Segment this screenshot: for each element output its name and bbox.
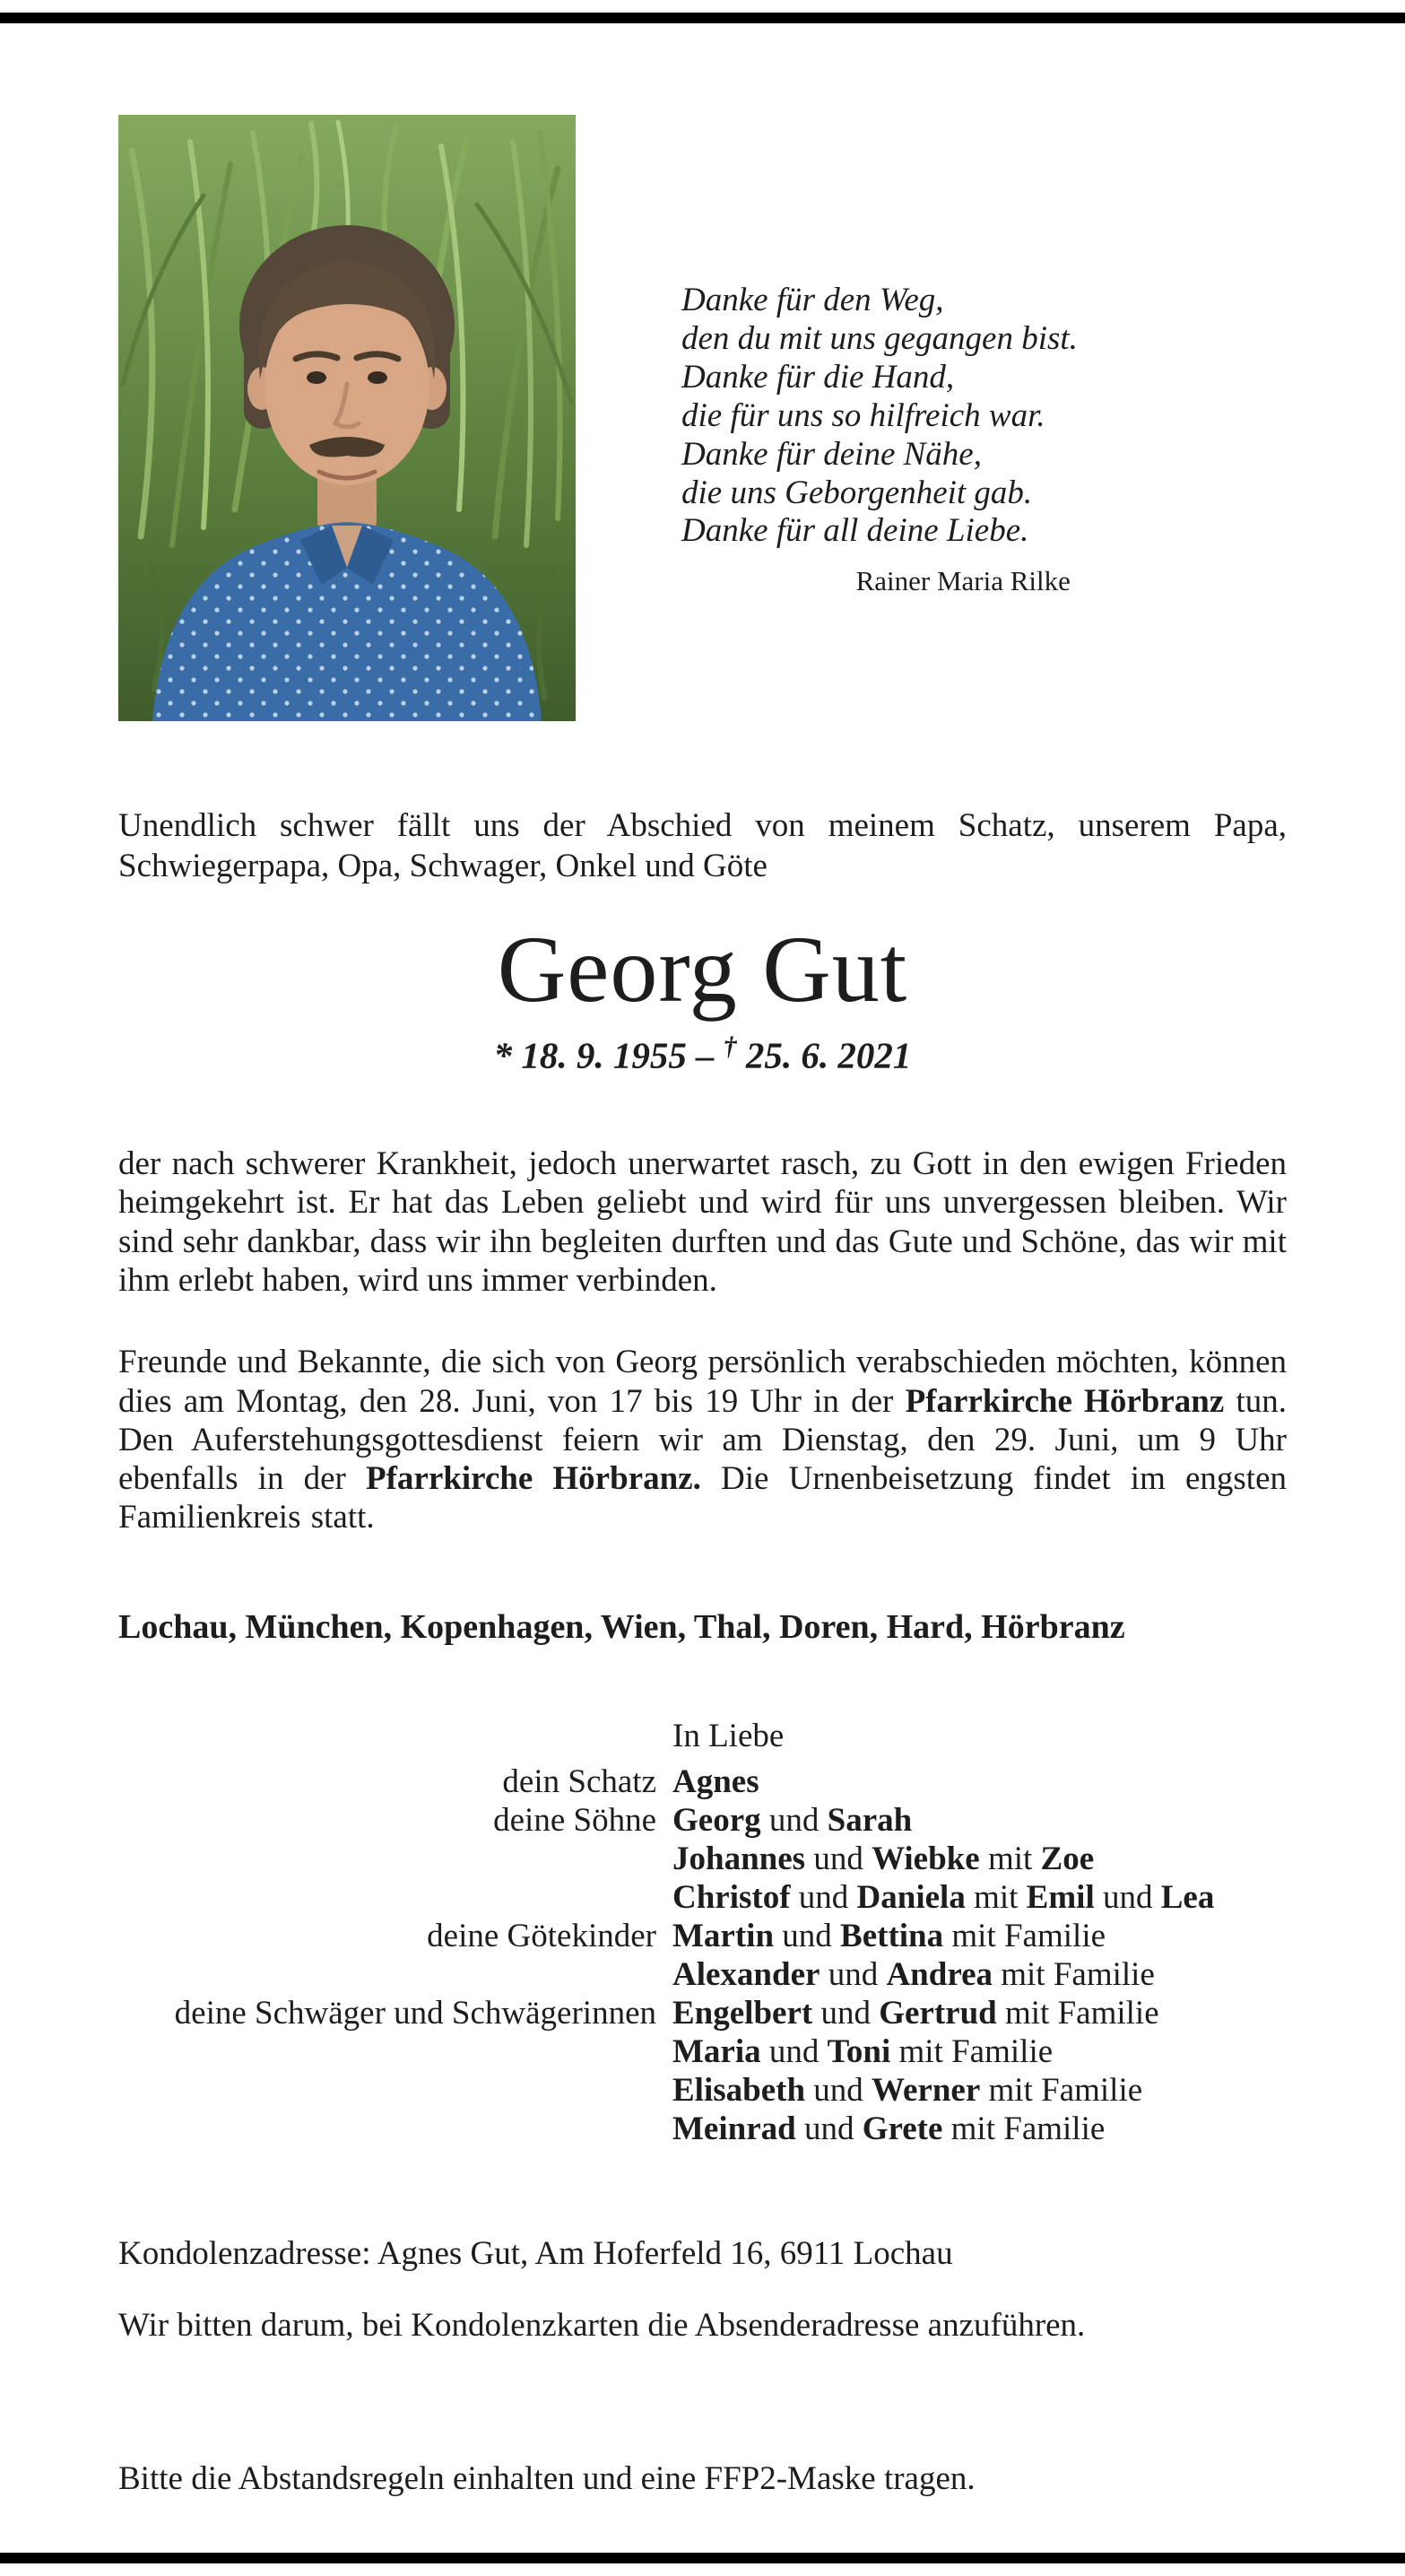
text-segment: mit Familie [993,1955,1155,1993]
bold-text-segment: Zoe [1040,1840,1095,1877]
poem-block [681,282,1078,597]
deceased-name: Georg Gut [497,917,908,1023]
text-segment: mit Familie [943,1917,1106,1954]
obituary-paragraph: der nach schwerer Krankheit, jedoch unerwartet rasch, zu Gott in den ewigen Frieden heimgekehrt ist. Er hat das Leben geliebt und wird für uns unvergessen bleiben. Wir sind sehr dankbar, dass wir ihn begleiten durften und das Gute und Schöne, das wir mit ihm erlebt haben, wird uns immer verbinden. [118,1145,1287,1300]
bold-text-segment: Christof [672,1878,791,1916]
closing-names [672,1762,1287,1801]
covid-note: Bitte die Abstandsregeln einhalten und eine FFP2-Maske tragen. [118,2459,976,2497]
eye-left [307,371,326,384]
family-list [118,1717,1287,2148]
bold-text-segment: Elisabeth [672,2071,806,2109]
text-segment: Freunde und Bekannte, die sich von Georg persönlich verabschieden möchten, können dies am Montag, den 28. Juni, von 17 bis 19 Uhr in der [118,1344,1287,1420]
bold-text-segment: Werner [872,2071,981,2109]
condolence-address: Kondolenzadresse: Agnes Gut, Am Hoferfeld 16, 6911 Lochau [118,2234,953,2272]
closing-label: deine Schwäger und Schwägerinnen [174,1994,656,2032]
bottom-border-bar [0,2553,1405,2563]
poem-line: Danke für deine Nähe, [681,435,982,473]
life-dates [118,1032,1287,1077]
text-segment: und [812,1994,880,2032]
closing-label [118,1717,656,1762]
closing-names [672,1994,1287,2032]
text-segment: mit Familie [942,2110,1106,2147]
bold-text-segment: Andrea [886,1955,993,1993]
photo-and-poem-row [118,115,1287,721]
bold-text-segment: Grete [862,2110,943,2147]
poem-line: Danke für den Weg, [681,282,944,318]
portrait-photo [118,115,576,721]
bold-text-segment: Maria [672,2032,761,2070]
closing-label [118,2071,656,2110]
bold-text-segment: Sarah [827,1801,913,1839]
cities-line: Lochau, München, Kopenhagen, Wien, Thal, Doren, Hard, Hörbranz [118,1607,1125,1646]
text-segment: mit Familie [890,2032,1054,2070]
bold-text-segment: Johannes [672,1840,806,1877]
dagger-symbol: † [723,1031,737,1061]
closing-label [118,1955,656,1994]
bold-text-segment: Daniela [856,1878,966,1916]
bold-text-segment: Bettina [840,1917,944,1954]
death-date: 25. 6. 2021 [736,1034,912,1076]
text-segment: Die Urnenbeisetzung findet im engsten Familienkreis statt. [118,1460,1287,1536]
text-segment: und [795,2110,863,2147]
closing-label: dein Schatz [502,1762,656,1800]
closing-names [672,1801,1287,1840]
bold-text-segment: Lea [1160,1878,1215,1916]
text-segment: mit Familie [996,1994,1159,2032]
text-segment: und [760,2032,828,2070]
sender-note: Wir bitten darum, bei Kondolenzkarten die Absenderadresse anzuführen. [118,2307,1086,2345]
bold-text-segment: Emil [1026,1878,1095,1916]
closing-block [118,1717,1287,2148]
bold-text-segment: Meinrad [672,2110,796,2147]
eye-right [368,371,387,384]
closing-names [672,2032,1287,2071]
text-segment: und [790,1878,857,1916]
portrait-photo-illustration [118,115,576,721]
text-segment: und [1094,1878,1161,1916]
closing-label [118,1878,656,1917]
top-border-bar [0,13,1405,23]
birth-date: * 18. 9. 1955 – [493,1034,724,1076]
text-segment: und [820,1955,887,1993]
ceremony-paragraph [118,1343,1287,1536]
text-segment: und [805,2071,872,2109]
poem-line: Danke für all deine Liebe. [681,512,1029,550]
intro-paragraph: Unendlich schwer fällt uns der Abschied von meinem Schatz, unserem Papa, Schwiegerpapa, Opa, Schwager, Onkel und Göte [118,807,1287,885]
poem-attribution: Rainer Maria Rilke [855,565,1071,597]
text-segment: und [774,1917,841,1954]
poem-line: die uns Geborgenheit gab. [681,474,1033,511]
closing-label: deine Götekinder [427,1917,656,1954]
text-segment: mit Familie [980,2071,1143,2109]
bold-text-segment: Gertrud [879,1994,997,2032]
bold-text-segment: Toni [827,2032,891,2070]
text-segment: tun. Den Auferstehungsgottesdienst feiern wir am Dienstag, den 29. Juni, um 9 Uhr ebenfalls in der [118,1382,1287,1498]
closing-label [118,2032,656,2071]
bold-text-segment: Georg [672,1801,761,1839]
closing-names [672,1917,1287,1955]
bold-text-segment: Pfarrkirche Hörbranz. [365,1460,701,1498]
bold-text-segment: Martin [672,1917,775,1954]
closing-names [672,1878,1287,1917]
closing-label [118,2110,656,2148]
closing-label [118,1840,656,1878]
bold-text-segment: Engelbert [672,1994,813,2032]
poem-line: die für uns so hilfreich war. [681,396,1045,434]
closing-names [672,2110,1287,2148]
in-liebe-heading: In Liebe [672,1717,785,1754]
poem-lines [681,282,1078,551]
bold-text-segment: Pfarrkirche Hörbranz [905,1382,1225,1420]
bold-text-segment: Wiebke [872,1840,980,1877]
poem-line: den du mit uns gegangen bist. [681,319,1078,357]
poem-line: Danke für die Hand, [681,358,955,396]
closing-label: deine Söhne [493,1801,656,1839]
text-segment: und [805,1840,872,1877]
closing-names [672,2071,1287,2110]
text-segment: mit [979,1840,1041,1877]
bold-text-segment: Agnes [672,1762,759,1800]
text-segment: und [760,1801,828,1839]
closing-names [672,1840,1287,1878]
closing-names [672,1955,1287,1994]
text-segment: mit [965,1878,1027,1916]
bold-text-segment: Alexander [672,1955,820,1993]
